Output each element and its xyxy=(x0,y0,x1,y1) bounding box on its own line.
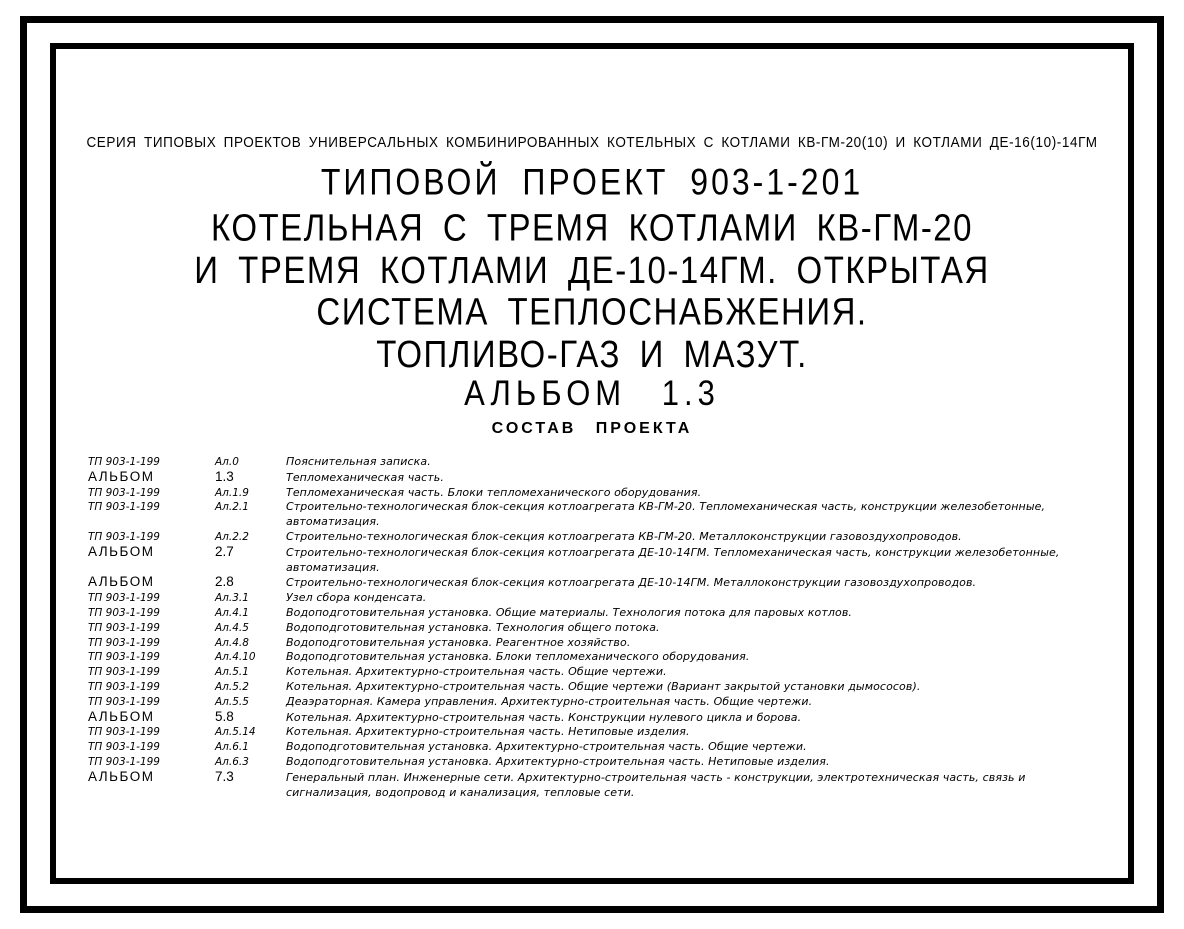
contents-code: АЛЬБОМ xyxy=(88,768,155,784)
contents-row xyxy=(88,740,1104,755)
contents-row xyxy=(88,636,1104,651)
contents-code: ТП 903-1-199 xyxy=(88,456,160,468)
contents-row xyxy=(88,606,1104,621)
contents-row xyxy=(88,530,1104,545)
contents-description: Водоподготовительная установка. Реагентное хозяйство. xyxy=(286,635,631,649)
contents-description: Тепломеханическая часть. xyxy=(286,470,444,484)
contents-row xyxy=(88,665,1104,680)
contents-code: ТП 903-1-199 xyxy=(88,680,160,693)
contents-description: Строительно-технологическая блок-секция котлоагрегата КВ-ГМ-20. Металлоконструкции газовоздухопроводов. xyxy=(286,529,962,543)
contents-code: ТП 903-1-199 xyxy=(88,606,160,619)
contents-album: 2.7 xyxy=(215,543,234,559)
contents-code: ТП 903-1-199 xyxy=(88,486,160,499)
section-heading: СОСТАВ ПРОЕКТА xyxy=(491,420,693,437)
contents-album: Ал.6.3 xyxy=(215,755,249,768)
contents-album: 5.8 xyxy=(215,708,234,724)
main-title-line-4: ТОПЛИВО-ГАЗ И МАЗУТ. xyxy=(376,331,808,375)
contents-album: 1.3 xyxy=(215,468,234,484)
contents-description: Водоподготовительная установка. Общие материалы. Технология потока для паровых котлов. xyxy=(286,605,853,619)
project-title: ТИПОВОЙ ПРОЕКТ 903-1-201 xyxy=(320,161,864,203)
contents-description: Строительно-технологическая блок-секция котлоагрегата ДЕ-10-14ГМ. Тепломеханическая часть, конструкции железобетонные, автоматизация. xyxy=(286,545,1060,574)
contents-album: Ал.3.1 xyxy=(215,592,249,605)
contents-code: АЛЬБОМ xyxy=(88,468,155,484)
contents-row xyxy=(88,545,1104,576)
contents-row xyxy=(88,695,1104,710)
contents-album: Ал.5.5 xyxy=(215,695,249,708)
contents-row xyxy=(88,591,1104,606)
contents-album: Ал.6.1 xyxy=(215,741,249,754)
contents-album: Ал.4.5 xyxy=(215,621,249,634)
contents-description: Пояснительная записка. xyxy=(286,455,431,468)
contents-description: Котельная. Архитектурно-строительная часть. Конструкции нулевого цикла и борова. xyxy=(286,710,802,724)
contents-code: ТП 903-1-199 xyxy=(88,695,160,708)
contents-description: Водоподготовительная установка. Архитектурно-строительная часть. Общие чертежи. xyxy=(286,740,807,754)
contents-row xyxy=(88,725,1104,740)
contents-row xyxy=(88,470,1104,486)
contents-row xyxy=(88,455,1104,470)
contents-code: ТП 903-1-199 xyxy=(88,501,160,514)
contents-row xyxy=(88,680,1104,695)
contents-album: 7.3 xyxy=(215,768,234,784)
contents-row xyxy=(88,755,1104,770)
contents-row xyxy=(88,621,1104,636)
contents-description: Строительно-технологическая блок-секция котлоагрегата ДЕ-10-14ГМ. Металлоконструкции газовоздухопроводов. xyxy=(286,576,977,590)
contents-row xyxy=(88,500,1104,530)
contents-album: Ал.1.9 xyxy=(215,486,249,499)
contents-code: ТП 903-1-199 xyxy=(88,755,160,768)
contents-row xyxy=(88,770,1104,801)
contents-album: Ал.0 xyxy=(215,456,239,468)
contents-description: Генеральный план. Инженерные сети. Архитектурно-строительная часть - конструкции, электротехническая часть, связь и сигнализация, водопровод и канализация, тепловые сети. xyxy=(286,770,1026,799)
contents-description: Узел сбора конденсата. xyxy=(286,591,427,605)
contents-album: Ал.4.10 xyxy=(215,651,256,664)
contents-list xyxy=(88,455,1104,800)
contents-description: Водоподготовительная установка. Технология общего потока. xyxy=(286,620,660,634)
contents-code: ТП 903-1-199 xyxy=(88,666,160,679)
contents-row xyxy=(88,486,1104,501)
contents-album: Ал.2.1 xyxy=(215,501,249,514)
contents-description: Котельная. Архитектурно-строительная часть. Нетиповые изделия. xyxy=(286,725,690,739)
album-title: АЛЬБОМ 1.3 xyxy=(464,373,720,414)
contents-album: 2.8 xyxy=(215,574,234,590)
contents-code: ТП 903-1-199 xyxy=(88,592,160,605)
contents-code: ТП 903-1-199 xyxy=(88,726,160,739)
contents-description: Водоподготовительная установка. Блоки тепломеханического оборудования. xyxy=(286,650,750,664)
contents-code: ТП 903-1-199 xyxy=(88,741,160,754)
contents-code: ТП 903-1-199 xyxy=(88,621,160,634)
contents-album: Ал.5.2 xyxy=(215,680,249,693)
main-title-line-3: СИСТЕМА ТЕПЛОСНАБЖЕНИЯ. xyxy=(316,289,868,333)
contents-row xyxy=(88,650,1104,665)
contents-album: Ал.5.14 xyxy=(215,726,256,739)
contents-description: Строительно-технологическая блок-секция котлоагрегата КВ-ГМ-20. Тепломеханическая часть, конструкции железобетонные, автоматизация. xyxy=(286,500,1046,529)
contents-row xyxy=(88,575,1104,591)
contents-code: ТП 903-1-199 xyxy=(88,530,160,543)
main-title xyxy=(0,207,1184,375)
contents-album: Ал.5.1 xyxy=(215,666,249,679)
contents-album: Ал.4.8 xyxy=(215,636,249,649)
contents-row xyxy=(88,710,1104,726)
contents-description: Котельная. Архитектурно-строительная часть. Общие чертежи. xyxy=(286,665,667,679)
contents-code: ТП 903-1-199 xyxy=(88,651,160,664)
contents-code: АЛЬБОМ xyxy=(88,543,155,559)
contents-description: Водоподготовительная установка. Архитектурно-строительная часть. Нетиповые изделия. xyxy=(286,754,830,768)
contents-description: Тепломеханическая часть. Блоки тепломеханического оборудования. xyxy=(286,485,702,499)
contents-album: Ал.2.2 xyxy=(215,530,249,543)
contents-code: АЛЬБОМ xyxy=(88,574,155,590)
contents-description: Котельная. Архитектурно-строительная часть. Общие чертежи (Вариант закрытой установки дымососов). xyxy=(286,679,921,693)
main-title-line-1: КОТЕЛЬНАЯ С ТРЕМЯ КОТЛАМИ КВ-ГМ-20 xyxy=(210,205,974,249)
series-line: СЕРИЯ ТИПОВЫХ ПРОЕКТОВ УНИВЕРСАЛЬНЫХ КОМБИНИРОВАННЫХ КОТЕЛЬНЫХ С КОТЛАМИ КВ-ГМ-20(10) И КОТЛАМИ ДЕ-16(10)-14ГМ xyxy=(86,134,1098,151)
contents-album: Ал.4.1 xyxy=(215,606,249,619)
contents-code: АЛЬБОМ xyxy=(88,708,155,724)
contents-code: ТП 903-1-199 xyxy=(88,636,160,649)
main-title-line-2: И ТРЕМЯ КОТЛАМИ ДЕ-10-14ГМ. ОТКРЫТАЯ xyxy=(194,247,990,291)
contents-description: Деаэраторная. Камера управления. Архитектурно-строительная часть. Общие чертежи. xyxy=(286,694,813,708)
